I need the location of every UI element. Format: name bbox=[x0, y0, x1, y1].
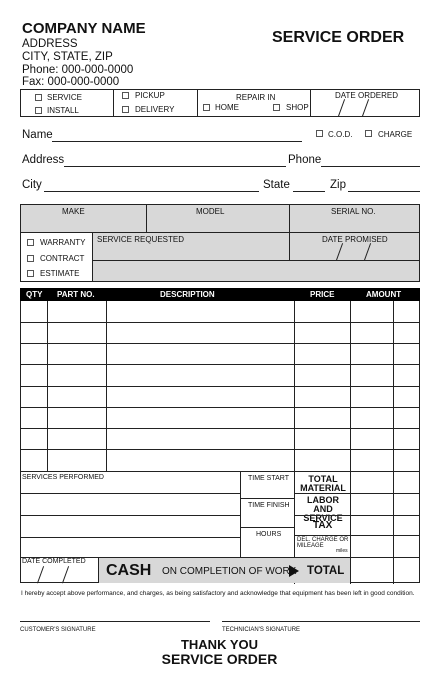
estimate-checkbox[interactable] bbox=[27, 270, 34, 277]
charge-label: CHARGE bbox=[378, 130, 413, 139]
del-charge-label: DEL. CHARGE OR MILEAGE bbox=[297, 537, 349, 549]
make-label: MAKE bbox=[62, 207, 85, 216]
phone-field[interactable] bbox=[321, 166, 420, 167]
time-start-label: TIME START bbox=[248, 475, 289, 482]
service-requested-label: SERVICE REQUESTED bbox=[97, 235, 184, 244]
contract-label: CONTRACT bbox=[40, 254, 85, 263]
zip-field[interactable] bbox=[348, 191, 420, 192]
cod-label: C.O.D. bbox=[328, 130, 353, 139]
shop-label: SHOP bbox=[286, 103, 309, 112]
service-label: SERVICE bbox=[47, 93, 82, 102]
shop-checkbox[interactable] bbox=[273, 104, 280, 111]
technician-signature-line[interactable] bbox=[222, 621, 420, 622]
company-fax: Fax: 000-000-0000 bbox=[22, 76, 120, 88]
delivery-checkbox[interactable] bbox=[122, 106, 129, 113]
technician-signature-label: TECHNICIAN'S SIGNATURE bbox=[222, 627, 301, 633]
tax-label: TAX bbox=[313, 520, 333, 531]
service-checkbox[interactable] bbox=[35, 94, 42, 101]
date-promised-label: DATE PROMISED bbox=[322, 235, 388, 244]
company-name: COMPANY NAME bbox=[22, 20, 146, 37]
serial-label: SERIAL NO. bbox=[331, 207, 376, 216]
company-phone: Phone: 000-000-0000 bbox=[22, 64, 134, 76]
form-title: SERVICE ORDER bbox=[272, 29, 405, 46]
miles-label: miles bbox=[336, 548, 348, 554]
time-finish-label: TIME FINISH bbox=[248, 502, 290, 509]
address-field[interactable] bbox=[64, 166, 286, 167]
warranty-label: WARRANTY bbox=[40, 238, 86, 247]
install-checkbox[interactable] bbox=[35, 107, 42, 114]
name-field[interactable] bbox=[52, 141, 302, 142]
customer-signature-line[interactable] bbox=[20, 621, 210, 622]
cash-label: CASH bbox=[106, 562, 152, 579]
labor-service-label: LABOR AND SERVICE bbox=[303, 495, 343, 523]
part-no-header: PART NO. bbox=[57, 290, 95, 299]
acceptance-text: I hereby accept above performance, and charges, as being satisfactory and acknowledge that equipment has been left in good condition. bbox=[21, 590, 415, 597]
phone-label: Phone bbox=[288, 154, 322, 166]
home-checkbox[interactable] bbox=[203, 104, 210, 111]
amount-header: AMOUNT bbox=[366, 290, 402, 299]
company-address: ADDRESS bbox=[22, 38, 78, 50]
repair-in-label: REPAIR IN bbox=[236, 93, 276, 102]
total-label: TOTAL bbox=[307, 565, 345, 577]
city-field[interactable] bbox=[44, 191, 259, 192]
home-label: HOME bbox=[215, 103, 239, 112]
customer-signature-label: CUSTOMER'S SIGNATURE bbox=[20, 627, 96, 633]
state-field[interactable] bbox=[293, 191, 325, 192]
company-city-state-zip: CITY, STATE, ZIP bbox=[22, 51, 113, 63]
pickup-checkbox[interactable] bbox=[122, 92, 129, 99]
arrow-right-icon bbox=[289, 565, 299, 577]
total-material-label: TOTAL MATERIAL bbox=[300, 474, 346, 493]
model-label: MODEL bbox=[196, 207, 225, 216]
qty-header: QTY bbox=[26, 290, 43, 299]
state-label: State bbox=[263, 179, 290, 191]
date-completed-label: DATE COMPLETED bbox=[22, 558, 86, 565]
date-ordered-label: DATE ORDERED bbox=[335, 91, 398, 100]
services-performed-label: SERVICES PERFORMED bbox=[22, 474, 104, 481]
cod-checkbox[interactable] bbox=[316, 130, 323, 137]
pickup-label: PICKUP bbox=[135, 91, 165, 100]
name-label: Name bbox=[22, 129, 53, 141]
estimate-label: ESTIMATE bbox=[40, 269, 80, 278]
warranty-checkbox[interactable] bbox=[27, 239, 34, 246]
description-header: DESCRIPTION bbox=[160, 290, 215, 299]
contract-checkbox[interactable] bbox=[27, 255, 34, 262]
footer-service-order: SERVICE ORDER bbox=[161, 651, 278, 667]
hours-label: HOURS bbox=[256, 531, 282, 538]
install-label: INSTALL bbox=[47, 106, 79, 115]
zip-label: Zip bbox=[330, 179, 346, 191]
thank-you-text: THANK YOU bbox=[180, 637, 259, 652]
delivery-label: DELIVERY bbox=[135, 105, 175, 114]
price-header: PRICE bbox=[310, 290, 335, 299]
charge-checkbox[interactable] bbox=[365, 130, 372, 137]
address-label: Address bbox=[22, 154, 65, 166]
city-label: City bbox=[22, 179, 42, 191]
on-completion-label: ON COMPLETION OF WORK bbox=[162, 566, 297, 577]
